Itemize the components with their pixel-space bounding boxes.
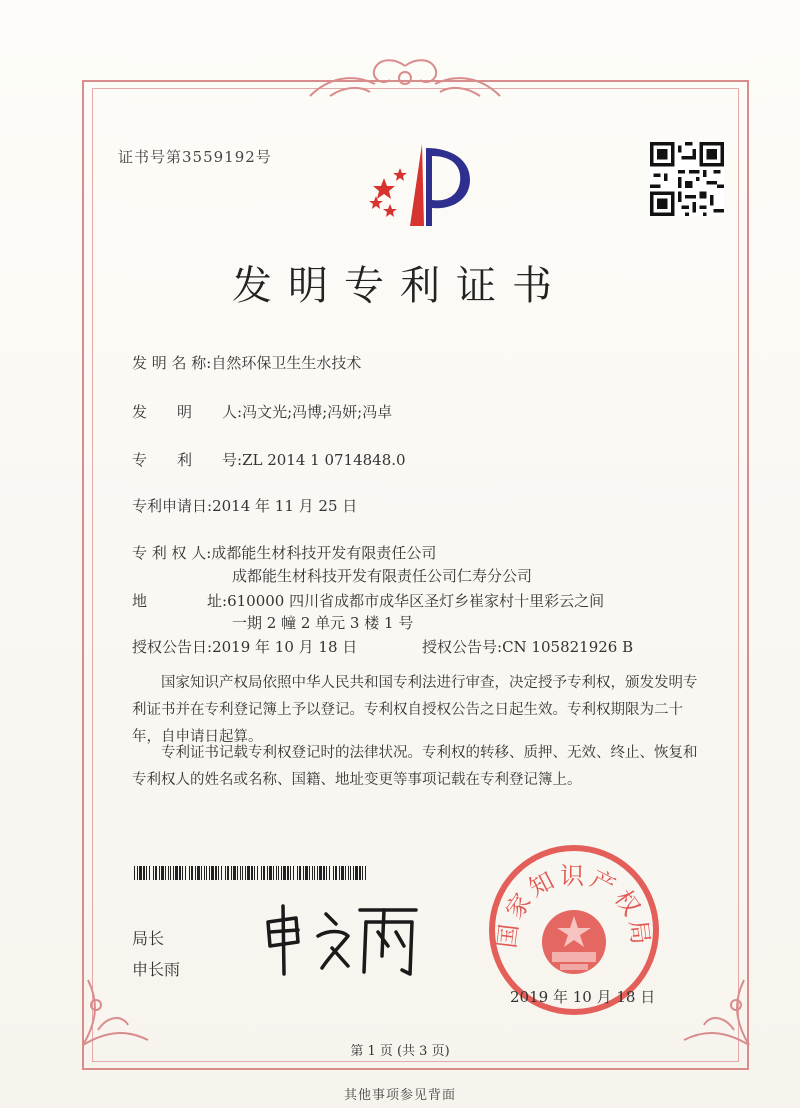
invention-name-label: 发 明 名 称: <box>132 354 212 372</box>
seal-date: 2019 年 10 月 18 日 <box>510 988 656 1006</box>
patent-number-value: ZL 2014 1 0714848.0 <box>242 451 406 469</box>
barcode-bar <box>173 866 174 880</box>
barcode-bar <box>287 866 289 880</box>
barcode-bar <box>319 866 322 880</box>
barcode-bar <box>242 866 243 880</box>
barcode-bar <box>345 866 346 880</box>
barcode-bar <box>348 866 349 880</box>
barcode-bar <box>189 866 190 880</box>
barcode-bar <box>233 866 236 880</box>
barcode-bar <box>170 866 171 880</box>
barcode-bar <box>201 866 202 880</box>
barcode-bar <box>209 866 210 880</box>
barcode-bar <box>254 866 255 880</box>
barcode-bar <box>335 866 337 880</box>
barcode-bar <box>297 866 298 880</box>
barcode-bar <box>355 866 358 880</box>
barcode-bar <box>290 866 291 880</box>
barcode-bar <box>221 866 222 880</box>
seal-text: 国家知识产权局 <box>492 862 656 950</box>
page-number: 第 1 页 (共 3 页) <box>350 1044 450 1059</box>
barcode-bar <box>143 866 145 880</box>
barcode-bar <box>153 866 154 880</box>
notice-paragraph-1: 国家知识产权局依照中华人民共和国专利法进行审查，决定授予专利权，颁发发明专利证书并在专利登记簿上予以登记。专利权自授权公告之日起生效。专利权期限为二十年，自申请日起算。 <box>132 675 698 745</box>
barcode-bar <box>362 866 363 880</box>
patentee-value-line1: 成都能生材科技开发有限责任公司 <box>211 544 437 562</box>
barcode-bar <box>269 866 272 880</box>
barcode-bar <box>261 866 262 880</box>
barcode-bar <box>168 866 169 880</box>
barcode-bar <box>341 866 344 880</box>
grant-date-value: 2019 年 10 月 18 日 <box>212 638 358 656</box>
patentee-label: 专 利 权 人: <box>132 544 212 562</box>
barcode-bar <box>137 866 138 880</box>
barcode-bar <box>227 866 229 880</box>
barcode-bar <box>323 866 325 880</box>
barcode-bar <box>175 866 178 880</box>
grant-date-row <box>132 636 357 657</box>
filing-date-value: 2014 年 11 月 25 日 <box>212 497 358 515</box>
address-value-line2: 一期 2 幢 2 单元 3 楼 1 号 <box>232 614 414 632</box>
barcode-bar <box>225 866 226 880</box>
top-ornament <box>300 56 510 106</box>
barcode-bar <box>273 866 274 880</box>
notice-paragraph-2: 专利证书记载专利权登记时的法律状况。专利权的转移、质押、无效、终止、恢复和专利权人的姓名或名称、国籍、地址变更等事项记载在专利登记簿上。 <box>132 745 698 788</box>
barcode-bar <box>276 866 277 880</box>
barcode-bar <box>165 866 166 880</box>
grant-date-label: 授权公告日: <box>132 638 213 656</box>
barcode-bar <box>359 866 361 880</box>
barcode-bar <box>139 866 142 880</box>
barcode-bar <box>149 866 150 880</box>
barcode-bar <box>185 866 186 880</box>
certificate-number: 证书号第3559192号 <box>118 148 272 166</box>
grant-number-row <box>422 636 633 657</box>
patent-office-logo-icon <box>362 138 482 230</box>
grant-number-value: CN 105821926 B <box>502 638 634 656</box>
barcode-bar <box>317 866 318 880</box>
address-value-line1: 610000 四川省成都市成华区圣灯乡崔家村十里彩云之间 <box>227 592 605 610</box>
barcode-bar <box>309 866 310 880</box>
director-name: 申长雨 <box>132 960 181 979</box>
barcode-bar <box>350 866 351 880</box>
barcode-bar <box>312 866 313 880</box>
barcode-bar <box>303 866 304 880</box>
barcode-bar <box>365 866 366 880</box>
barcode-bar <box>197 866 200 880</box>
barcode-bar <box>326 866 327 880</box>
barcode-bar <box>263 866 265 880</box>
patent-number-label: 专 利 号: <box>132 451 243 469</box>
barcode-bar <box>204 866 205 880</box>
address-row <box>132 590 604 611</box>
barcode-bar <box>146 866 147 880</box>
barcode-bar <box>329 866 330 880</box>
filing-date-label: 专利申请日: <box>132 497 213 515</box>
inventors-label: 发 明 人: <box>132 403 243 421</box>
corner-ornament-bottom-right <box>664 960 754 1050</box>
barcode-bar <box>305 866 308 880</box>
grant-number-label: 授权公告号: <box>422 638 503 656</box>
barcode-bar <box>281 866 282 880</box>
barcode-bar <box>257 866 258 880</box>
barcode-bar <box>299 866 301 880</box>
footer-note: 其他事项参见背面 <box>343 1088 456 1103</box>
qr-code-icon <box>650 140 724 218</box>
barcode-bar <box>314 866 315 880</box>
barcode-bar <box>283 866 286 880</box>
barcode-bar <box>195 866 196 880</box>
barcode-bar <box>237 866 238 880</box>
barcode-bar <box>179 866 181 880</box>
barcode-icon <box>134 866 366 880</box>
inventors-row <box>132 401 392 422</box>
barcode-bar <box>182 866 183 880</box>
barcode-bar <box>215 866 217 880</box>
handwritten-signature <box>256 900 426 980</box>
patentee-value-line2: 成都能生材科技开发有限责任公司仁寿分公司 <box>232 567 533 585</box>
barcode-bar <box>206 866 207 880</box>
barcode-bar <box>278 866 279 880</box>
barcode-bar <box>240 866 241 880</box>
filing-date-row <box>132 495 357 516</box>
barcode-bar <box>245 866 246 880</box>
barcode-bar <box>267 866 268 880</box>
patent-number-row <box>132 449 406 470</box>
barcode-bar <box>155 866 157 880</box>
certificate-title: 发明专利证书 <box>232 263 568 309</box>
barcode-bar <box>231 866 232 880</box>
invention-name-row <box>132 352 361 373</box>
barcode-bar <box>333 866 334 880</box>
barcode-bar <box>211 866 214 880</box>
barcode-bar <box>353 866 354 880</box>
barcode-bar <box>247 866 250 880</box>
barcode-bar <box>218 866 219 880</box>
barcode-bar <box>251 866 253 880</box>
director-title: 局长 <box>132 929 165 948</box>
barcode-bar <box>191 866 193 880</box>
barcode-bar <box>159 866 160 880</box>
barcode-bar <box>339 866 340 880</box>
barcode-bar <box>161 866 164 880</box>
patentee-row <box>132 542 436 563</box>
invention-name-value: 自然环保卫生生水技术 <box>211 354 362 372</box>
address-label: 地 址: <box>132 592 228 610</box>
barcode-bar <box>293 866 294 880</box>
barcode-bar <box>134 866 135 880</box>
inventors-value: 冯文光;冯博;冯妍;冯卓 <box>242 403 393 421</box>
